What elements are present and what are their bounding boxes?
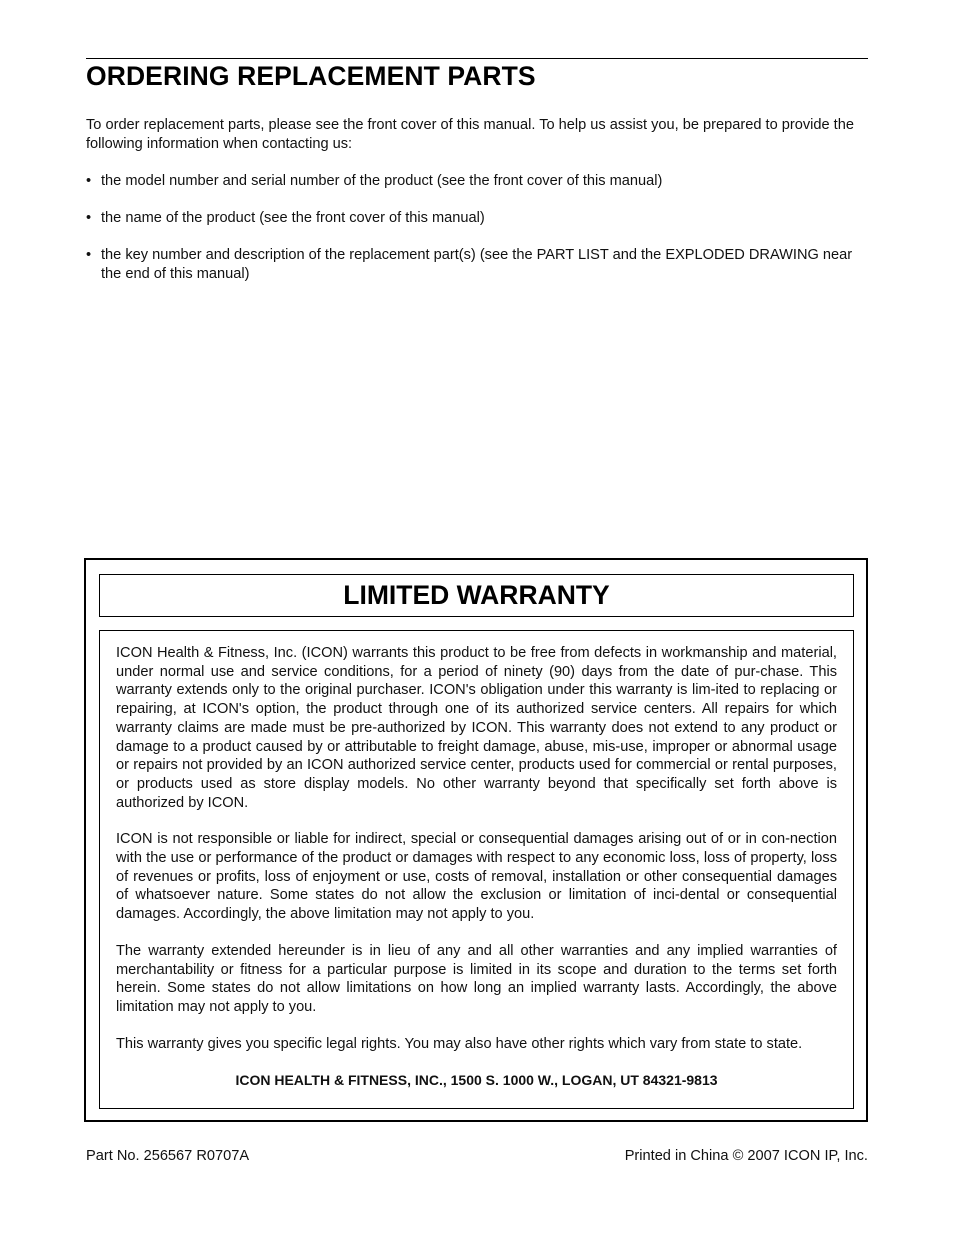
list-item-text: the name of the product (see the front cover of this manual) [101,210,485,226]
warranty-body [99,630,854,1109]
bullet-icon: • [86,173,92,189]
ordering-info-list [86,172,856,302]
company-address: ICON HEALTH & FITNESS, INC., 1500 S. 1000 W., LOGAN, UT 84321-9813 [235,1072,718,1089]
warranty-paragraph: The warranty extended hereunder is in lieu of any and all other warranties and any implied warranties of merchantability or fitness for a particular purpose is limited in its scope and duration to the terms set forth herein. Some states do not allow limitations on how long an implied warranty lasts. Accordingly, the above limitation may not apply to you. [116,942,837,1015]
bullet-icon: • [86,210,92,226]
list-item-text: the key number and description of the replacement part(s) (see the PART LIST and the EXPLODED DRAWING near the end of this manual) [101,247,853,282]
list-item [86,209,856,228]
warranty-title-box [99,574,854,617]
ordering-intro: To order replacement parts, please see the front cover of this manual. To help us assist you, be prepared to provide the following information when contacting us: [86,117,854,152]
top-divider [86,58,868,59]
warranty-title: LIMITED WARRANTY [343,580,610,610]
warranty-paragraph: ICON is not responsible or liable for indirect, special or consequential damages arising out of or in con-nection with the use or performance of the product or damages with respect to any economic loss, loss of property, loss of revenues or profits, loss of enjoyment or use, costs of removal, installation or other consequential damages of whatsoever nature. Some states do not allow the exclusion or limitation of inci-dental or consequential damages. Accordingly, the above limitation may not apply to you. [116,831,837,923]
list-item [86,172,856,191]
list-item [86,246,856,284]
bullet-icon: • [86,247,92,263]
printed-notice: Printed in China © 2007 ICON IP, Inc. [624,1148,868,1164]
ordering-title: ORDERING REPLACEMENT PARTS [86,61,536,91]
warranty-paragraph: This warranty gives you specific legal rights. You may also have other rights which vary from state to state. [116,1035,803,1052]
warranty-paragraph: ICON Health & Fitness, Inc. (ICON) warrants this product to be free from defects in workmanship and material, under normal use and service conditions, for a period of ninety (90) days from the date of pur-chase. This warranty extends only to the original purchaser. ICON's obligation under this warranty is lim-ited to replacing or repairing, at ICON's option, the product through one of its authorized service centers. All repairs for which warranty claims are made must be pre-authorized by ICON. This warranty does not extend to any product or damage to a product caused by or attributable to freight damage, abuse, mis-use, improper or abnormal usage or repairs not provided by an ICON authorized service center, products used for commercial or rental purposes, or products used as store display models. No other warranty beyond that specifically set forth above is authorized by ICON. [116,645,837,811]
part-number: Part No. 256567 R0707A [86,1148,250,1164]
list-item-text: the model number and serial number of the product (see the front cover of this manual) [101,173,663,189]
